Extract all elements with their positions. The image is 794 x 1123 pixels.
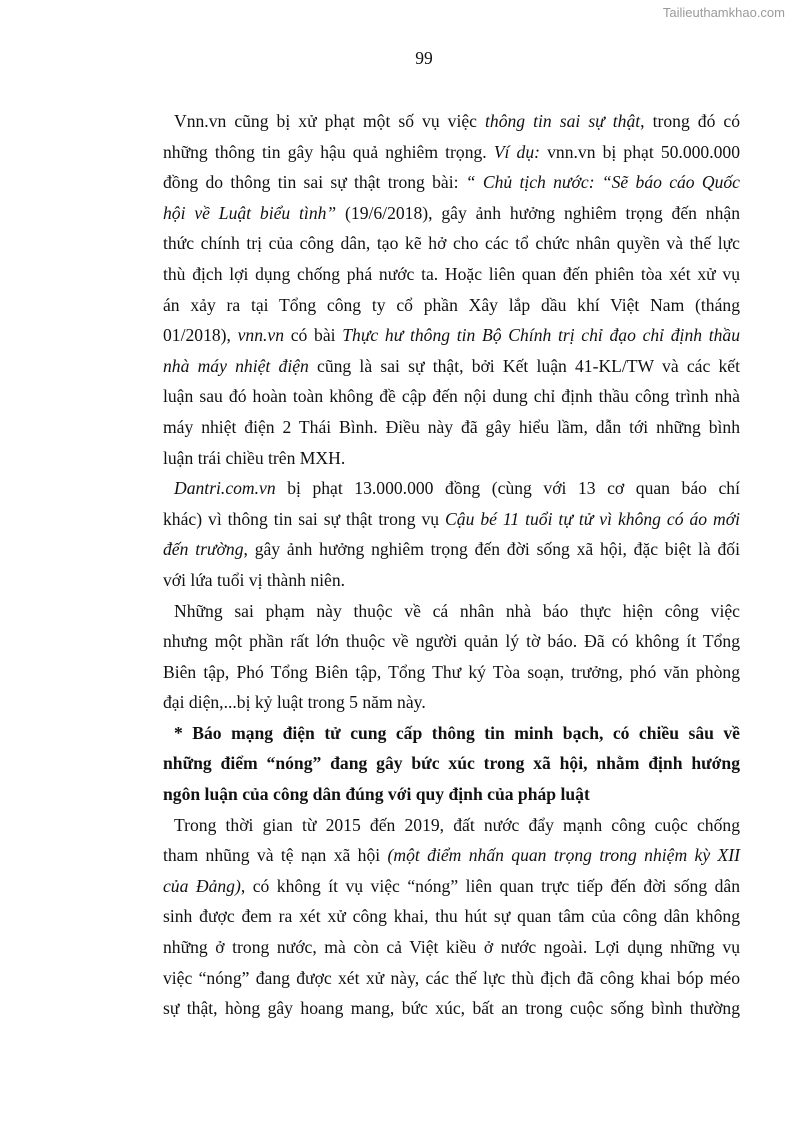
paragraph-line <box>163 381 740 412</box>
text: những ở trong nước, mà còn cả Việt kiều ở nước ngoài. Lợi dụng những vụ <box>163 937 740 958</box>
italic-text: thông tin sai sự thật <box>485 111 641 131</box>
text: với lứa tuổi vị thành niên. <box>163 569 346 590</box>
italic-text: của Đảng) <box>163 875 241 896</box>
paragraph-line <box>163 198 740 229</box>
text: những thông tin gây hậu quả nghiêm trọng. <box>163 141 494 162</box>
text: Những sai phạm này thuộc về cá nhân nhà báo thực hiện công việc <box>174 600 740 621</box>
text: thức chính trị của công dân, tạo kẽ hở cho các tổ chức nhân quyền và thế lực <box>163 233 740 254</box>
italic-text: Ví dụ: <box>493 141 541 162</box>
section-heading-line <box>163 779 740 810</box>
text: , trong đó có <box>640 111 741 131</box>
text: máy nhiệt điện 2 Thái Bình. Điều này đã gây hiểu lầm, dẫn tới những bình <box>163 416 740 437</box>
text: sinh được đem ra xét xử công khai, thu hút sự quan tâm của công dân không <box>163 906 740 927</box>
paragraph-line <box>163 687 740 718</box>
watermark: Tailieuthamkhao.com <box>662 5 785 20</box>
paragraph-line <box>163 320 740 351</box>
italic-text: Dantri.com.vn <box>174 478 276 499</box>
paragraph-line <box>163 840 740 871</box>
text: đồng do thông tin sai sự thật trong bài: <box>163 172 466 193</box>
text: bị phạt 13.000.000 đồng (cùng với 13 cơ quan báo chí <box>275 478 740 499</box>
section-heading-line <box>163 748 740 779</box>
italic-text: vnn.vn <box>237 325 285 346</box>
italic-text: hội về Luật biểu tình” <box>163 202 337 223</box>
italic-text: “ Chủ tịch nước: “Sẽ báo cáo Quốc <box>465 172 740 193</box>
text: khác) vì thông tin sai sự thật trong vụ <box>163 508 446 529</box>
bold-text: những điểm “nóng” đang gây bức xúc trong xã hội, nhằm định hướng <box>163 753 740 774</box>
paragraph-line <box>163 351 740 382</box>
paragraph-line <box>163 901 740 932</box>
paragraph-line <box>163 993 740 1024</box>
text: đại diện,...bị kỷ luật trong 5 năm này. <box>163 692 426 713</box>
text: việc “nóng” đang được xét xử này, các thế lực thù địch đã công khai bóp méo <box>163 967 740 988</box>
paragraph-line <box>163 443 740 474</box>
paragraph-line <box>163 167 740 198</box>
paragraph-line <box>163 473 740 504</box>
bold-text: ngôn luận của công dân đúng với quy định của pháp luật <box>163 784 590 805</box>
text: tham nhũng và tệ nạn xã hội <box>163 845 388 866</box>
text: , gây ảnh hưởng nghiêm trọng đến đời sống xã hội, đặc biệt là đối <box>243 539 740 560</box>
text: luận sau đó hoàn toàn không đề cập đến nội dung chỉ định thầu công trình nhà <box>163 386 740 407</box>
text: Trong thời gian từ 2015 đến 2019, đất nước đẩy mạnh công cuộc chống <box>174 814 740 835</box>
text: 01/2018), <box>163 325 238 346</box>
paragraph-line <box>163 412 740 443</box>
italic-text: Cậu bé 11 tuổi tự tử vì không có áo mới <box>445 508 741 529</box>
italic-text: (một điểm nhấn quan trọng trong nhiệm kỳ XII <box>387 845 740 866</box>
paragraph-line <box>163 810 740 841</box>
text: (19/6/2018), gây ảnh hưởng nghiêm trọng đến nhận <box>336 202 740 223</box>
text: cũng là sai sự thật, bởi Kết luận 41-KL/TW và các kết <box>308 355 740 376</box>
paragraph-line <box>163 504 740 535</box>
text: án xảy ra tại Tổng công ty cổ phần Xây lắp dầu khí Việt Nam (tháng <box>163 294 740 315</box>
paragraph-line <box>163 290 740 321</box>
text: Biên tập, Phó Tổng Biên tập, Tổng Thư ký Tòa soạn, trưởng, phó văn phòng <box>163 661 740 682</box>
italic-text: nhà máy nhiệt điện <box>163 355 309 376</box>
document-body <box>163 106 740 1024</box>
section-heading-line <box>163 718 740 749</box>
paragraph-line <box>163 626 740 657</box>
text: thù địch lợi dụng chống phá nước ta. Hoặc liên quan đến phiên tòa xét xử vụ <box>163 263 740 284</box>
text: vnn.vn bị phạt 50.000.000 <box>540 141 741 162</box>
paragraph-line <box>163 932 740 963</box>
paragraph-line <box>163 106 740 137</box>
text: sự thật, hòng gây hoang mang, bức xúc, bất an trong cuộc sống bình thường <box>163 998 740 1019</box>
italic-text: đến trường <box>163 539 244 560</box>
paragraph-line <box>163 657 740 688</box>
text: , có không ít vụ việc “nóng” liên quan trực tiếp đến đời sống dân <box>240 875 740 896</box>
paragraph-line <box>163 596 740 627</box>
text: có bài <box>284 325 343 346</box>
paragraph-line <box>163 534 740 565</box>
paragraph-line <box>163 137 740 168</box>
paragraph-line <box>163 565 740 596</box>
text: luận trái chiều trên MXH. <box>163 447 346 468</box>
bold-text: * Báo mạng điện tử cung cấp thông tin minh bạch, có chiều sâu về <box>174 722 740 743</box>
text: Vnn.vn cũng bị xử phạt một số vụ việc <box>174 111 486 131</box>
paragraph-line <box>163 963 740 994</box>
page-number: 99 <box>415 48 433 68</box>
paragraph-line <box>163 871 740 902</box>
italic-text: Thực hư thông tin Bộ Chính trị chỉ đạo chỉ định thầu <box>342 325 741 346</box>
text: nhưng một phần rất lớn thuộc về người quản lý tờ báo. Đã có không ít Tổng <box>163 631 740 652</box>
paragraph-line <box>163 228 740 259</box>
paragraph-line <box>163 259 740 290</box>
